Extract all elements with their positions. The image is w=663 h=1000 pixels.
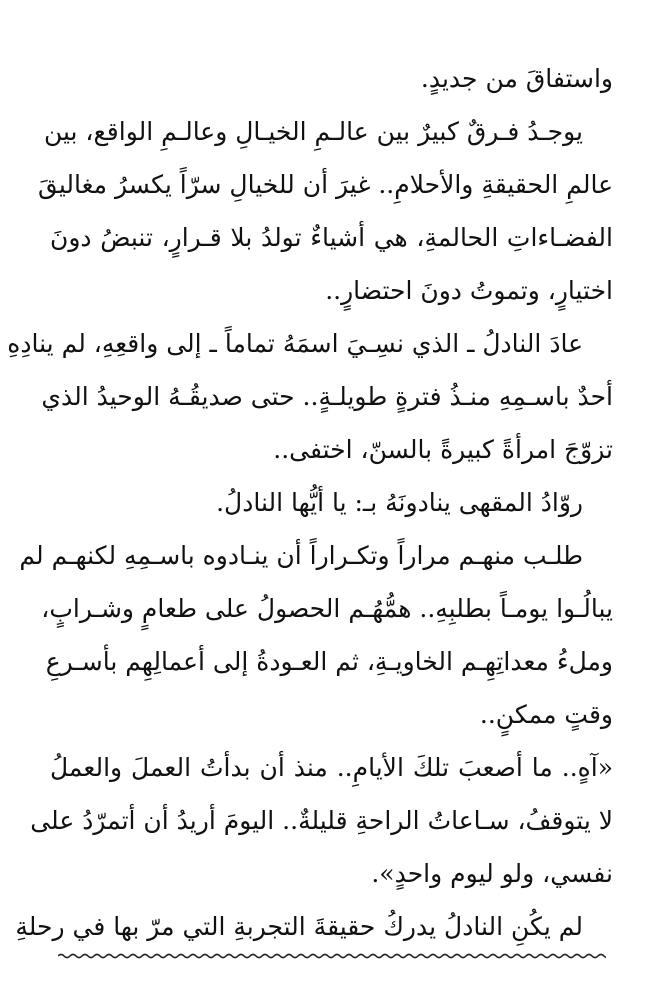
text-line: وملءُ معداتِهِـم الخاويـةِ، ثم العـودةُ إلى أعمالِهِم بأسـرعِ	[45, 647, 613, 676]
wavy-divider	[58, 948, 606, 964]
text-line: يبالُـوا يومـاً بطلبِهِ.. همُّهُـم الحصولُ على طعامٍ وشـرابٍ،	[41, 594, 613, 623]
text-line: عالمِ الحقيقةِ والأحلامِ.. غيرَ أن للخيالِ سرّاً يكسرُ مغاليقَ	[37, 170, 613, 199]
text-line: لا يتوقفُ، سـاعاتُ الراحةِ قليلةٌ.. اليومَ أريدُ أن أتمرّدُ على	[30, 806, 613, 835]
text-line: نفسي، ولو ليوم واحدٍ».	[371, 859, 613, 888]
text-line: وقتٍ ممكنٍ..	[479, 700, 613, 729]
text-line: «آهٍ.. ما أصعبَ تلكَ الأيامِ.. منذ أن بدأتُ العملَ والعملُ	[50, 753, 613, 782]
text-line: عادَ النادلُ ـ الذي نسِـيَ اسمَهُ تماماً ـ إلى واقعِهِ، لم ينادِهِ	[7, 329, 583, 358]
text-line: الفضـاءاتِ الحالمةِ، هي أشياءٌ تولدُ بلا قـرارٍ، تنبضُ دونَ	[50, 223, 613, 252]
text-line: طلـب منهـم مراراً وتكـراراً أن ينـادوه باسـمِهِ لكنهـم لم	[19, 541, 583, 570]
text-line: اختيارٍ، وتموتُ دونَ احتضارٍ..	[325, 276, 613, 305]
text-line: تزوّجَ امرأةً كبيرةً بالسنّ، اختفى..	[273, 435, 613, 464]
text-line: يوجـدُ فـرقٌ كبيرٌ بين عالـمِ الخيـالِ وعالـمِ الواقع، بين	[43, 117, 583, 146]
text-line: لم يكُنِ النادلُ يدركُ حقيقةَ التجربةِ التي مرّ بها في رحلةِ	[15, 912, 583, 941]
text-line: روّادُ المقهى ينادونَهُ بـ: يا أيُّها النادلُ.	[216, 488, 583, 517]
text-line: أحدٌ باسـمِهِ منـذُ فترةٍ طويلـةٍ.. حتى صديقُـهُ الوحيدُ الذي	[41, 382, 613, 411]
text-line: واستفاقَ من جديدٍ.	[420, 64, 613, 93]
book-page-text	[7, 52, 613, 953]
